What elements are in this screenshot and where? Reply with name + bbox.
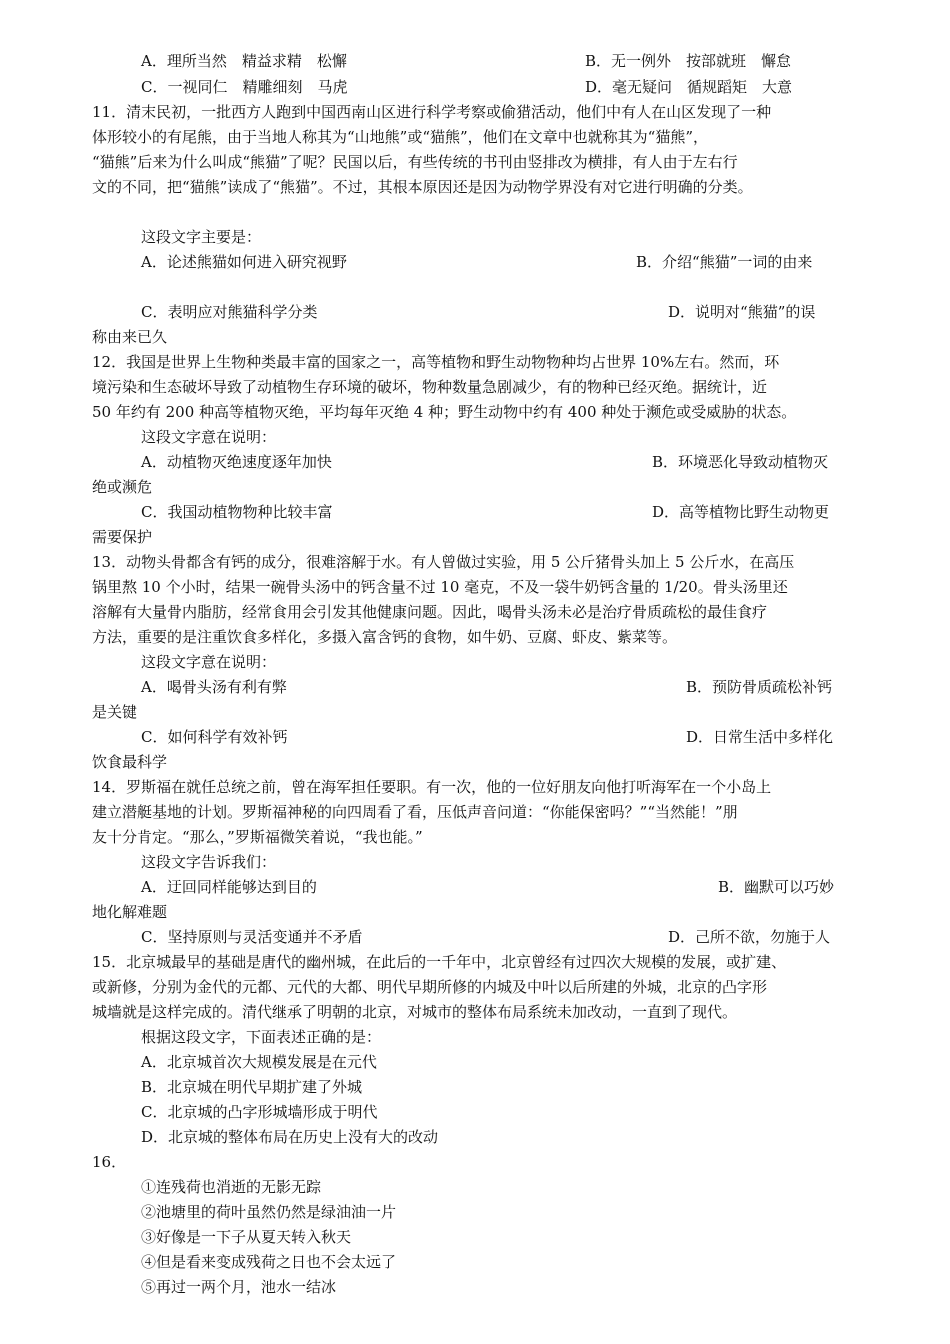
q13-option-b-continued: 是关键 xyxy=(92,703,138,721)
q15-passage-line-2: 或新修，分别为金代的元都、元代的大都、明代早期所修的内城及中叶以后所建的外城，北京的凸字形 xyxy=(92,978,768,996)
q11-option-c: C．表明应对熊猫科学分类 xyxy=(141,303,318,321)
q11-passage-line-4: 文的不同，把“猫熊”读成了“熊猫”。不过，其根本原因还是因为动物学界没有对它进行明确的分类。 xyxy=(92,178,753,196)
q15-stem: 根据这段文字，下面表述正确的是： xyxy=(141,1028,382,1046)
q12-passage-line-2: 境污染和生态破坏导致了动植物生存环境的破坏，物种数量急剧减少，有的物种已经灭绝。据统计，近 xyxy=(92,378,768,396)
q15-option-d: D．北京城的整体布局在历史上没有大的改动 xyxy=(141,1128,439,1146)
q13-passage-line-3: 溶解有大量骨内脂肪，经常食用会引发其他健康问题。因此，喝骨头汤未必是治疗骨质疏松的最佳食疗 xyxy=(92,603,768,621)
q12-option-b: B．环境恶化导致动植物灭 xyxy=(652,453,829,471)
q11-stem: 这段文字主要是： xyxy=(141,228,262,246)
q13-option-d: D．日常生活中多样化 xyxy=(686,728,834,746)
q14-option-a: A．迂回同样能够达到目的 xyxy=(141,878,317,896)
q11-option-d-continued: 称由来已久 xyxy=(92,328,168,346)
q12-option-d: D．高等植物比野生动物更 xyxy=(652,503,830,521)
q11-passage-line-3: “猫熊”后来为什么叫成“熊猫”了呢？民国以后，有些传统的书刊由竖排改为横排，有人由于左右行 xyxy=(92,153,738,171)
q16-sentence-2: ②池塘里的荷叶虽然仍然是绿油油一片 xyxy=(141,1203,397,1221)
q13-option-b: B．预防骨质疏松补钙 xyxy=(686,678,833,696)
q12-option-a: A．动植物灭绝速度逐年加快 xyxy=(141,453,332,471)
q13-passage-line-2: 锅里熬 10 个小时，结果一碗骨头汤中的钙含量不过 10 毫克，不及一袋牛奶钙含量的 1/20。骨头汤里还 xyxy=(92,578,788,596)
q15-passage-line-3: 城墙就是这样完成的。清代继承了明朝的北京，对城市的整体布局系统未加改动，一直到了现代。 xyxy=(92,1003,738,1021)
q14-option-d: D．己所不欲，勿施于人 xyxy=(668,928,831,946)
q15-option-b: B．北京城在明代早期扩建了外城 xyxy=(141,1078,363,1096)
q16-number: 16． xyxy=(92,1153,127,1171)
q10-option-b: B．无一例外 按部就班 懈怠 xyxy=(585,52,792,70)
q14-passage-line-3: 友十分肯定。“那么，”罗斯福微笑着说，“我也能。” xyxy=(92,828,423,846)
q11-passage-line-1: 11．清末民初，一批西方人跑到中国西南山区进行科学考察或偷猎活动，他们中有人在山区发现了一种 xyxy=(92,103,772,121)
q16-sentence-3: ③好像是一下子从夏天转入秋天 xyxy=(141,1228,352,1246)
q11-passage-line-2: 体形较小的有尾熊，由于当地人称其为“山地熊”或“猫熊”，他们在文章中也就称其为“猫熊”， xyxy=(92,128,709,146)
q11-option-d: D．说明对“熊猫”的误 xyxy=(668,303,816,321)
q13-option-c: C．如何科学有效补钙 xyxy=(141,728,288,746)
q15-option-a: A．北京城首次大规模发展是在元代 xyxy=(141,1053,377,1071)
q14-option-b: B．幽默可以巧妙 xyxy=(718,878,835,896)
q13-option-a: A．喝骨头汤有利有弊 xyxy=(141,678,287,696)
q10-option-d: D．毫无疑问 循规蹈矩 大意 xyxy=(585,78,793,96)
q14-stem: 这段文字告诉我们： xyxy=(141,853,277,871)
q12-option-c: C．我国动植物物种比较丰富 xyxy=(141,503,333,521)
q11-option-a: A．论述熊猫如何进入研究视野 xyxy=(141,253,347,271)
q10-option-a: A．理所当然 精益求精 松懈 xyxy=(141,52,347,70)
q13-stem: 这段文字意在说明： xyxy=(141,653,277,671)
q13-passage-line-1: 13．动物头骨都含有钙的成分，很难溶解于水。有人曾做过实验，用 5 公斤猪骨头加上 5 公斤水，在高压 xyxy=(92,553,795,571)
q14-passage-line-2: 建立潜艇基地的计划。罗斯福神秘的向四周看了看，压低声音问道：“你能保密吗？”“当然能！”朋 xyxy=(92,803,738,821)
q12-option-b-continued: 绝或濒危 xyxy=(92,478,153,496)
q14-option-b-continued: 地化解难题 xyxy=(92,903,168,921)
q13-option-d-continued: 饮食最科学 xyxy=(92,753,168,771)
q14-passage-line-1: 14．罗斯福在就任总统之前，曾在海军担任要职。有一次，他的一位好朋友向他打听海军在一个小岛上 xyxy=(92,778,772,796)
q14-option-c: C．坚持原则与灵活变通并不矛盾 xyxy=(141,928,363,946)
q11-option-b: B．介绍“熊猫”一词的由来 xyxy=(636,253,813,271)
q16-sentence-4: ④但是看来变成残荷之日也不会太远了 xyxy=(141,1253,397,1271)
q16-sentence-5: ⑤再过一两个月，池水一结冰 xyxy=(141,1278,337,1296)
q15-passage-line-1: 15．北京城最早的基础是唐代的幽州城，在此后的一千年中，北京曾经有过四次大规模的发展，或扩建、 xyxy=(92,953,787,971)
q15-option-c: C．北京城的凸字形城墙形成于明代 xyxy=(141,1103,378,1121)
q16-sentence-1: ①连残荷也消逝的无影无踪 xyxy=(141,1178,322,1196)
q12-option-d-continued: 需要保护 xyxy=(92,528,153,546)
q13-passage-line-4: 方法，重要的是注重饮食多样化，多摄入富含钙的食物，如牛奶、豆腐、虾皮、紫菜等。 xyxy=(92,628,678,646)
q12-passage-line-3: 50 年约有 200 种高等植物灭绝，平均每年灭绝 4 种；野生动物中约有 400 种处于濒危或受威胁的状态。 xyxy=(92,403,797,421)
q12-stem: 这段文字意在说明： xyxy=(141,428,277,446)
q10-option-c: C．一视同仁 精雕细刻 马虎 xyxy=(141,78,348,96)
q12-passage-line-1: 12．我国是世界上生物种类最丰富的国家之一，高等植物和野生动物物种均占世界 10%左右。然而，环 xyxy=(92,353,780,371)
